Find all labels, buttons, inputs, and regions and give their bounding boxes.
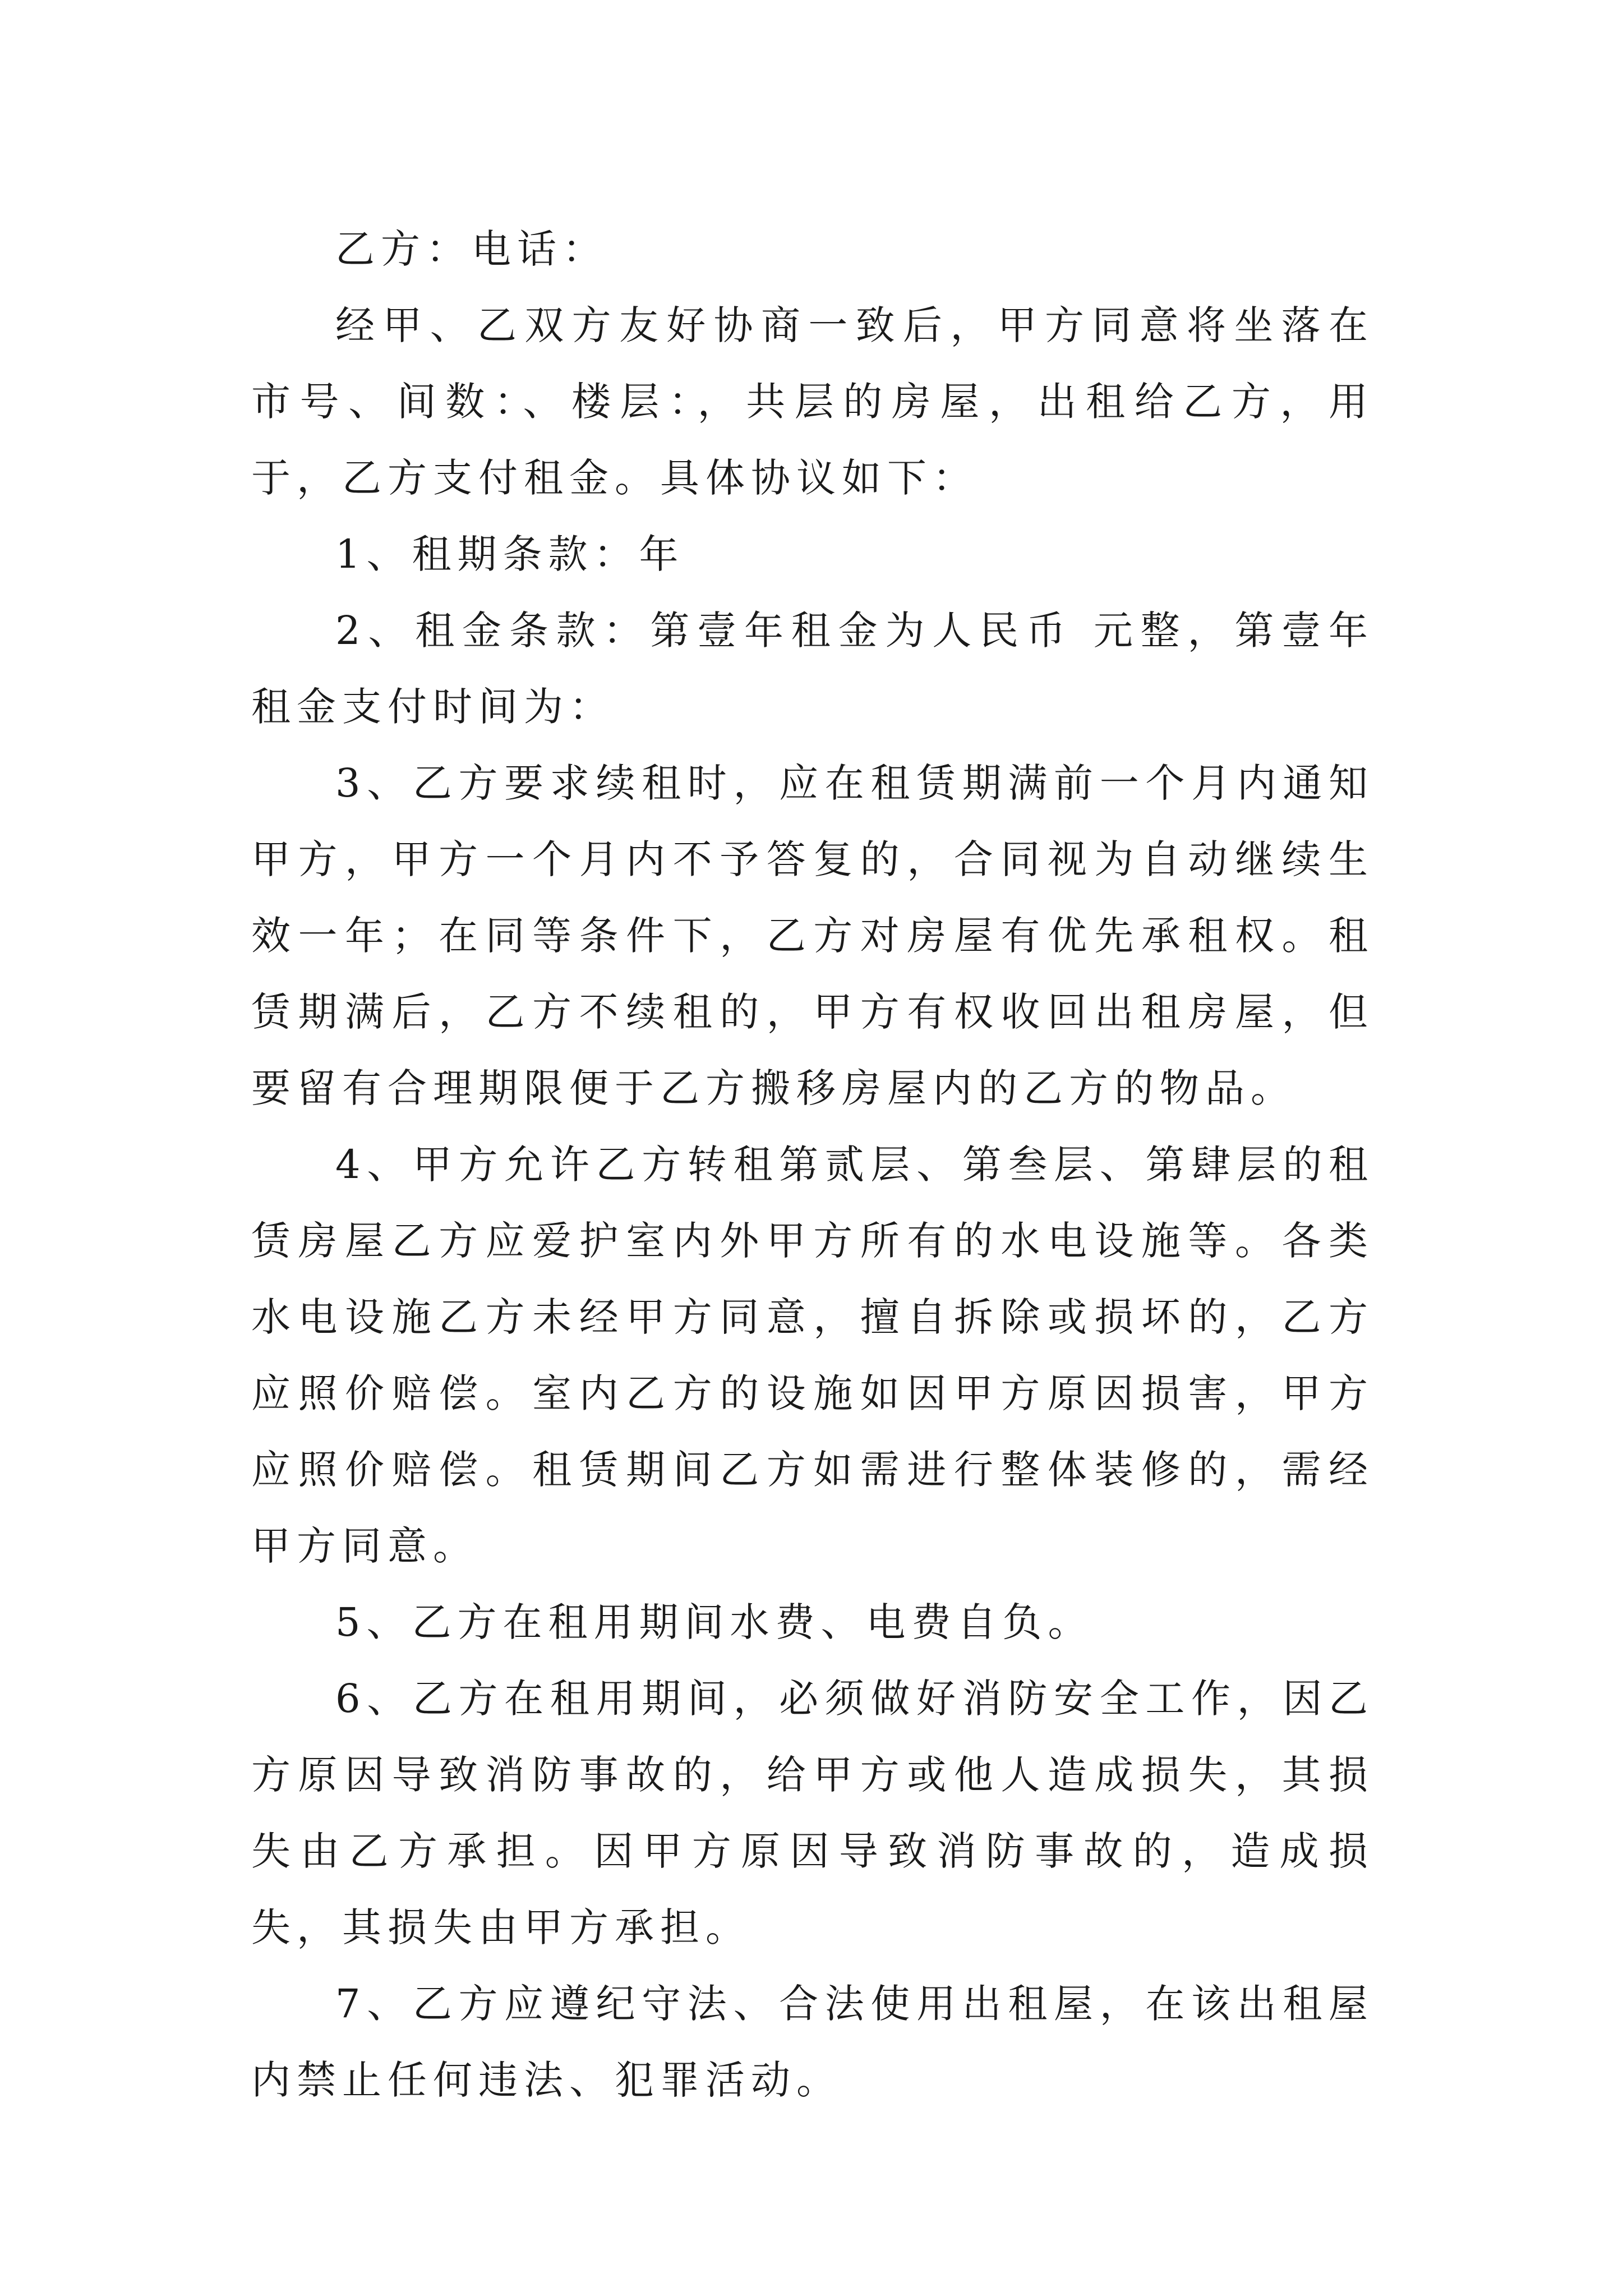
- clause-7-lawful-use: 7、乙方应遵纪守法、合法使用出租屋，在该出租屋内禁止任何违法、犯罪活动。: [251, 1981, 1374, 2103]
- document-body: [251, 211, 1374, 2118]
- agreement-intro-paragraph: 经甲、乙双方友好协商一致后，甲方同意将坐落在市号、间数：、楼层：，共层的房屋，出租给乙方，用于，乙方支付租金。具体协议如下：: [251, 302, 1374, 501]
- clause-5-utilities: 5、乙方在租用期间水费、电费自负。: [335, 1599, 1094, 1645]
- clause-4-sublease-facilities: 4、甲方允许乙方转租第贰层、第叁层、第肆层的租赁房屋乙方应爱护室内外甲方所有的水电设施等。各类水电设施乙方未经甲方同意，擅自拆除或损坏的，乙方应照价赔偿。室内乙方的设施如因甲方原因损害，甲方应照价赔偿。租赁期间乙方如需进行整体装修的，需经甲方同意。: [251, 1142, 1374, 1569]
- clause-6-fire-safety: 6、乙方在租用期间，必须做好消防安全工作，因乙方原因导致消防事故的，给甲方或他人造成损失，其损失由乙方承担。因甲方原因导致消防事故的，造成损失，其损失由甲方承担。: [251, 1676, 1374, 1950]
- clause-3-renewal: 3、乙方要求续租时，应在租赁期满前一个月内通知甲方，甲方一个月内不予答复的，合同视为自动继续生效一年；在同等条件下，乙方对房屋有优先承租权。租赁期满后，乙方不续租的，甲方有权收回出租房屋，但要留有合理期限便于乙方搬移房屋内的乙方的物品。: [251, 760, 1374, 1111]
- party-b-phone-line: 乙方：电话：: [335, 226, 608, 272]
- clause-2-rent: 2、租金条款：第壹年租金为人民币 元整，第壹年租金支付时间为：: [251, 608, 1374, 730]
- clause-1-lease-term: 1、租期条款：年: [335, 531, 685, 577]
